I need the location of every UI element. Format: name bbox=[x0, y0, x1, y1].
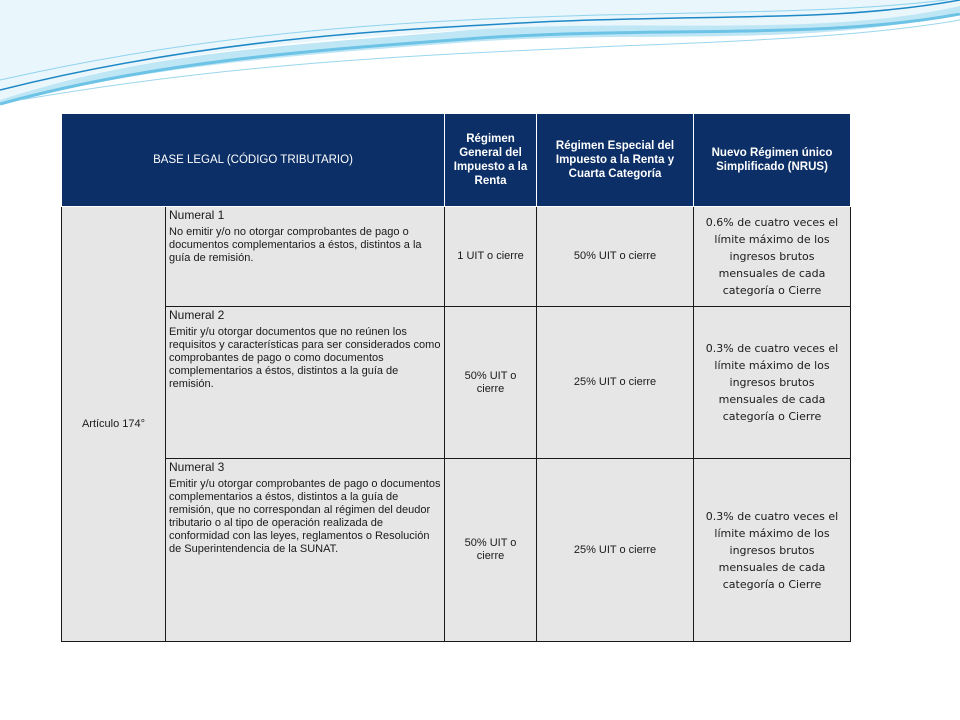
header-regimen-general: Régimen General del Impuesto a la Renta bbox=[445, 114, 537, 207]
nrus-sanction-cell: 0.6% de cuatro veces el límite máximo de los ingresos brutos mensuales de cada categoría o Cierre bbox=[694, 207, 851, 307]
general-sanction-cell: 1 UIT o cierre bbox=[445, 207, 537, 307]
numeral-cell bbox=[166, 207, 445, 307]
numeral-title: Numeral 3 bbox=[169, 460, 225, 474]
header-base-legal: BASE LEGAL (CÓDIGO TRIBUTARIO) bbox=[62, 114, 445, 207]
nrus-sanction-cell: 0.3% de cuatro veces el límite máximo de los ingresos brutos mensuales de cada categoría o Cierre bbox=[694, 307, 851, 459]
general-sanction-cell: 50% UIT o cierre bbox=[445, 307, 537, 459]
table-row bbox=[62, 207, 851, 307]
numeral-cell bbox=[166, 307, 445, 459]
nrus-sanction-cell: 0.3% de cuatro veces el límite máximo de los ingresos brutos mensuales de cada categoría o Cierre bbox=[694, 459, 851, 642]
header-nrus: Nuevo Régimen único Simplificado (NRUS) bbox=[694, 114, 851, 207]
decorative-wave-banner bbox=[0, 0, 960, 110]
numeral-description: Emitir y/u otorgar comprobantes de pago o documentos complementarios a éstos, distintos a la guía de remisión, que no correspondan al régimen del deudor tributario o al tipo de operación realizada de conformidad con las leyes, reglamentos o Resolución de Superintendencia de la SUNAT. bbox=[169, 478, 441, 555]
especial-sanction-cell: 25% UIT o cierre bbox=[537, 307, 694, 459]
numeral-description: No emitir y/o no otorgar comprobantes de pago o documentos complementarios a éstos, distintos a la guía de remisión. bbox=[169, 226, 422, 264]
legal-table bbox=[61, 113, 851, 642]
article-cell: Artículo 174° bbox=[62, 207, 166, 642]
numeral-title: Numeral 2 bbox=[169, 308, 225, 322]
numeral-cell bbox=[166, 459, 445, 642]
especial-sanction-cell: 50% UIT o cierre bbox=[537, 207, 694, 307]
numeral-description: Emitir y/u otorgar documentos que no reúnen los requisitos y características para ser considerados como comprobantes de pago o como documentos complementarios a éstos, distintos a la guía de remisión. bbox=[169, 326, 441, 390]
general-sanction-cell: 50% UIT o cierre bbox=[445, 459, 537, 642]
table-header-row bbox=[62, 114, 851, 207]
table-row bbox=[62, 307, 851, 459]
especial-sanction-cell: 25% UIT o cierre bbox=[537, 459, 694, 642]
numeral-title: Numeral 1 bbox=[169, 208, 225, 222]
table-row bbox=[62, 459, 851, 642]
header-regimen-especial: Régimen Especial del Impuesto a la Renta y Cuarta Categoría bbox=[537, 114, 694, 207]
